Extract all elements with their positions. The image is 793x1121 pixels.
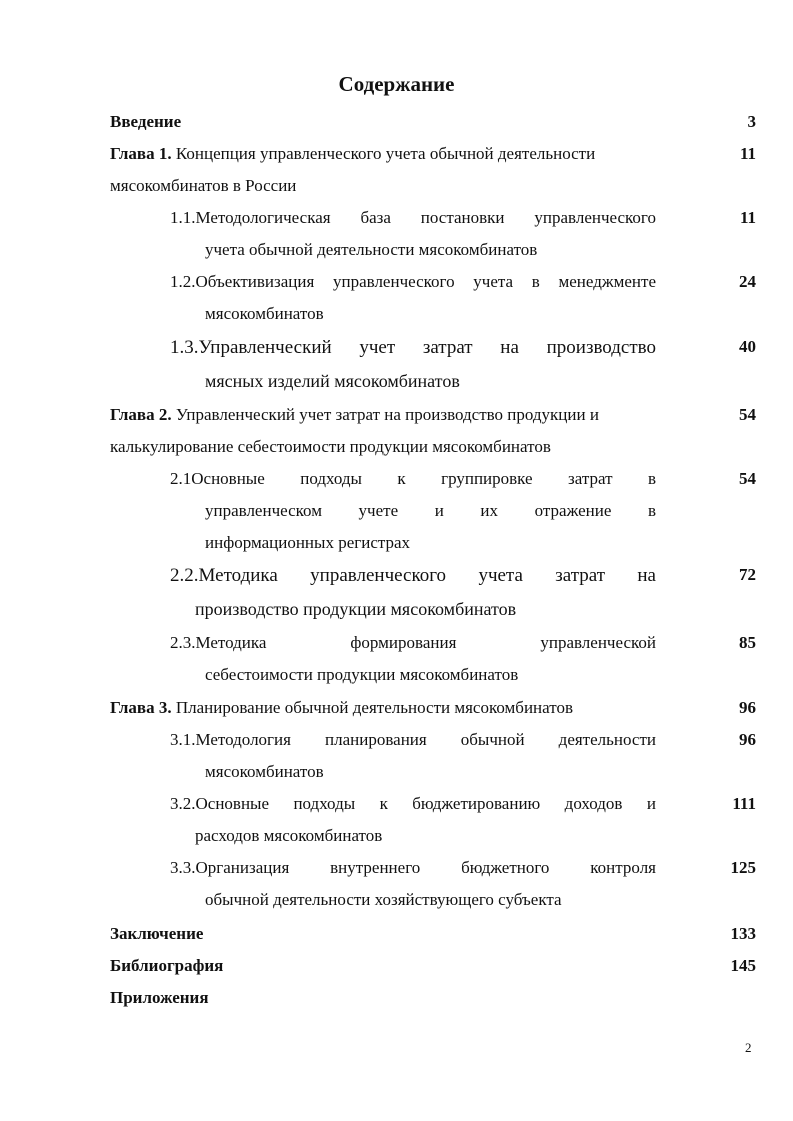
toc-label-cont: управленческом учете и их отражение в (205, 501, 656, 520)
toc-page: 96 (739, 730, 756, 749)
toc-label: 1.2.Объективизация управленческого учета в менеджменте (170, 272, 656, 291)
toc-label: 2.3.Методика формирования управленческой (170, 633, 656, 652)
toc-label-cont: мясных изделий мясокомбинатов (205, 371, 460, 391)
toc-page: 111 (732, 794, 756, 813)
toc-label: Приложения (110, 988, 209, 1007)
chapter-prefix: Глава 1. (110, 144, 172, 163)
toc-label: Библиография (110, 956, 224, 975)
toc-label-cont: расходов мясокомбинатов (195, 826, 383, 845)
toc-page: 11 (739, 144, 756, 163)
page-number: 2 (745, 1040, 752, 1055)
chapter-prefix: Глава 3. (110, 698, 172, 717)
chapter-title: Планирование обычной деятельности мясокомбинатов (171, 698, 573, 717)
toc-page: 145 (730, 956, 756, 975)
chapter-prefix: Глава 2. (110, 405, 172, 424)
toc-label-cont: калькулирование себестоимости продукции мясокомбинатов (110, 437, 551, 456)
toc-page: 54 (739, 469, 756, 488)
toc-page: 125 (730, 858, 756, 877)
toc-label-cont: обычной деятельности хозяйствующего субъекта (205, 890, 562, 909)
toc-page: 72 (739, 565, 756, 584)
toc-label: Введение (110, 112, 182, 131)
toc-label-cont: мясокомбинатов (205, 304, 324, 323)
toc-page: 133 (730, 924, 756, 943)
toc-label (110, 144, 595, 164)
chapter-title: Концепция управленческого учета обычной деятельности (171, 144, 596, 163)
toc-page: 3 (747, 112, 756, 131)
page-title: Содержание (338, 72, 455, 96)
toc-label-cont: мясокомбинатов в России (110, 176, 297, 195)
toc-label: 1.1.Методологическая база постановки управленческого (170, 208, 656, 227)
toc-label-cont: учета обычной деятельности мясокомбинатов (205, 240, 538, 259)
toc-page: 11 (739, 208, 756, 227)
toc-page: 96 (739, 698, 756, 717)
toc-page: 54 (739, 405, 756, 424)
toc-page: 24 (739, 272, 756, 291)
toc-label (110, 405, 599, 425)
toc-label: 3.3.Организация внутреннего бюджетного контроля (170, 858, 656, 877)
chapter-title: Управленческий учет затрат на производство продукции и (171, 405, 599, 424)
toc-label-cont: информационных регистрах (205, 533, 411, 552)
toc-label: 2.1Основные подходы к группировке затрат в (170, 469, 656, 488)
toc-label-cont: себестоимости продукции мясокомбинатов (205, 665, 519, 684)
toc-label: 1.3.Управленческий учет затрат на производство (170, 337, 656, 358)
toc-page: 85 (739, 633, 756, 652)
toc-page: 40 (739, 337, 756, 356)
toc-label: 3.2.Основные подходы к бюджетированию доходов и (170, 794, 656, 813)
toc-label-cont: мясокомбинатов (205, 762, 324, 781)
toc-label (110, 698, 573, 718)
toc-label: 2.2.Методика управленческого учета затрат на (170, 565, 656, 586)
toc-label-cont: производство продукции мясокомбинатов (195, 599, 517, 619)
toc-label: Заключение (110, 924, 204, 943)
toc-label: 3.1.Методология планирования обычной деятельности (170, 730, 656, 749)
